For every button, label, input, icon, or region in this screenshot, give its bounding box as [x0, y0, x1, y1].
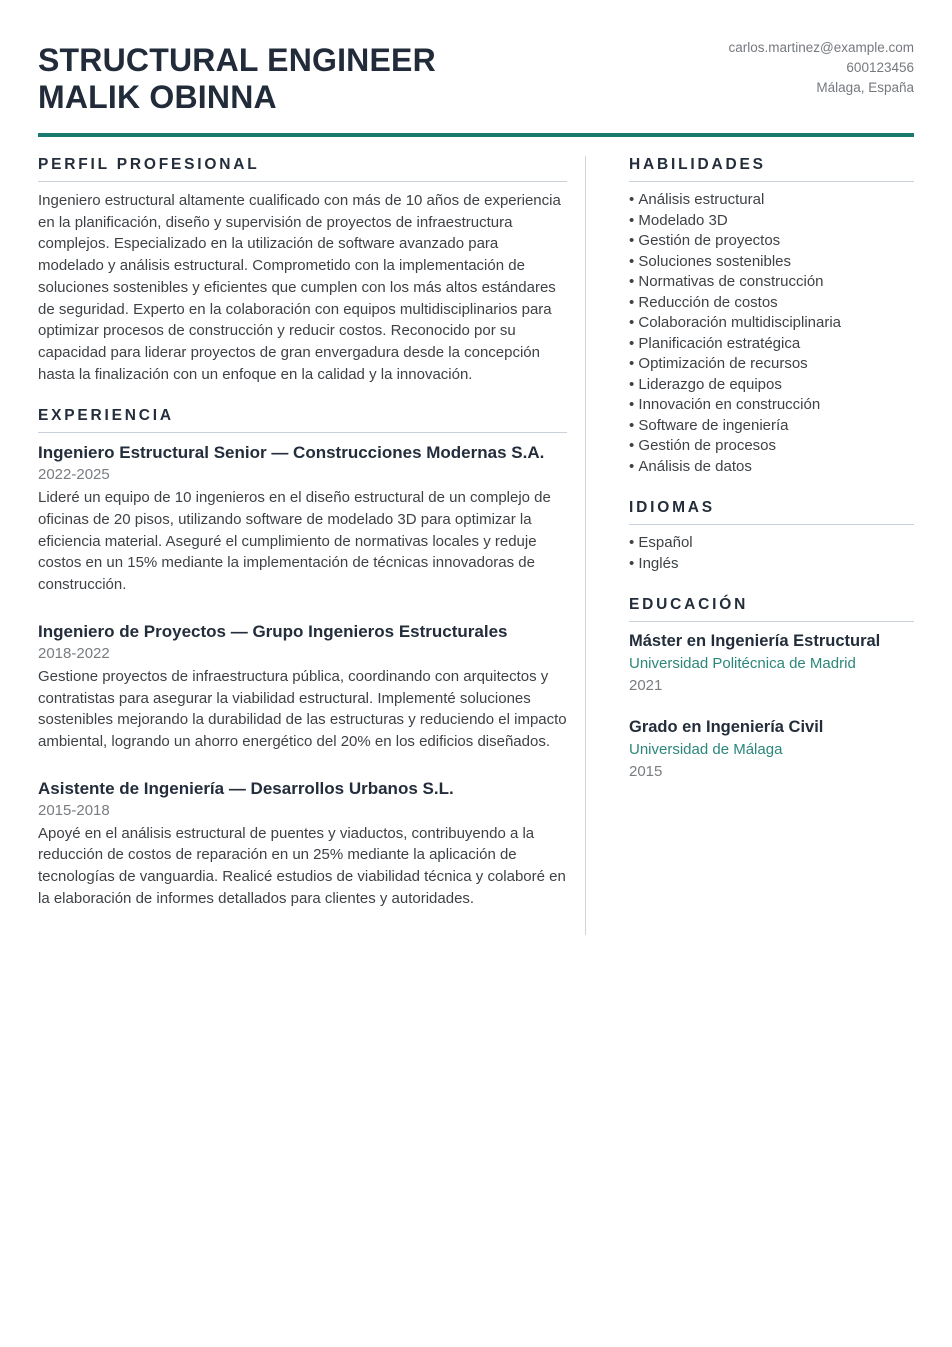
job-title: Ingeniero Estructural Senior — Construcciones Modernas S.A. — [38, 443, 545, 463]
education-school: Universidad Politécnica de Madrid — [629, 655, 856, 672]
job-dates: 2018-2022 — [38, 644, 110, 662]
skill-item: • Reducción de costos — [629, 293, 914, 314]
skill-item: • Liderazgo de equipos — [629, 375, 914, 396]
job-entry — [38, 621, 567, 753]
job-dates: 2015-2018 — [38, 801, 110, 819]
education-entry — [629, 631, 914, 696]
skill-item: • Optimización de recursos — [629, 354, 914, 375]
skill-item: • Análisis estructural — [629, 190, 914, 211]
section-languages — [629, 499, 914, 574]
job-description: Apoyé en el análisis estructural de puentes y viaductos, contribuyendo a la reducción de costos de reparación en un 25% mediante la aplicación de tecnologías de vanguardia. Realicé estudios de viabilidad técnica y colaboré en la elaboración de informes detallados para clientes y autoridades. — [38, 824, 566, 907]
languages-heading: IDIOMAS — [629, 499, 914, 525]
contact-info — [728, 36, 914, 98]
section-experience — [38, 407, 567, 909]
skill-item: • Normativas de construcción — [629, 272, 914, 293]
education-degree: Grado en Ingeniería Civil — [629, 718, 824, 736]
page-title — [38, 36, 436, 116]
skill-item: • Modelado 3D — [629, 211, 914, 232]
content-columns — [38, 156, 914, 935]
education-year: 2015 — [629, 763, 663, 780]
job-description: Lideré un equipo de 10 ingenieros en el diseño estructural de un complejo de oficinas de 20 pisos, utilizando software de modelado 3D para optimizar la eficiencia material. Aseguré el cumplimiento de normativas locales y reduje costos en un 15% mediante la implementación de técnicas innovadoras de construcción. — [38, 489, 551, 594]
skill-item: • Gestión de proyectos — [629, 231, 914, 252]
skill-item: • Planificación estratégica — [629, 334, 914, 355]
job-title: Asistente de Ingeniería — Desarrollos Urbanos S.L. — [38, 778, 454, 798]
languages-list — [629, 533, 914, 574]
skill-item: • Colaboración multidisciplinaria — [629, 313, 914, 334]
section-profile — [38, 156, 567, 385]
job-dates: 2022-2025 — [38, 466, 110, 484]
title-line-role: STRUCTURAL ENGINEER — [38, 42, 436, 78]
experience-heading: EXPERIENCIA — [38, 407, 567, 433]
education-entry — [629, 717, 914, 782]
left-column — [38, 156, 567, 935]
skills-list — [629, 190, 914, 477]
skills-heading: HABILIDADES — [629, 156, 914, 182]
column-divider — [585, 156, 586, 935]
education-heading: EDUCACIÓN — [629, 596, 914, 622]
profile-text: Ingeniero estructural altamente cualificado con más de 10 años de experiencia en la planificación, diseño y supervisión de proyectos de infraestructura complejos. Especializado en la utilización de software avanzado para modelado y análisis estructural. Comprometido con la implementación de soluciones sostenibles y eficientes que cumplen con los más altos estándares de seguridad. Experto en la colaboración con equipos multidisciplinarios para optimizar procesos de construcción y reducir costos. Reconocido por su capacidad para liderar proyectos de gran envergadura desde la concepción hasta la finalización con un enfoque en la calidad y la innovación. — [38, 192, 561, 383]
skill-item: • Gestión de procesos — [629, 436, 914, 457]
education-degree: Máster en Ingeniería Estructural — [629, 632, 881, 650]
profile-heading: PERFIL PROFESIONAL — [38, 156, 567, 182]
job-entry — [38, 778, 567, 910]
education-school: Universidad de Málaga — [629, 741, 783, 758]
contact-email: carlos.martinez@example.com — [728, 40, 914, 55]
job-title: Ingeniero de Proyectos — Grupo Ingenieros Estructurales — [38, 621, 508, 641]
education-year: 2021 — [629, 677, 663, 694]
skill-item: • Análisis de datos — [629, 457, 914, 478]
skill-item: • Innovación en construcción — [629, 395, 914, 416]
skill-item: • Software de ingeniería — [629, 416, 914, 437]
language-item: • Inglés — [629, 554, 914, 575]
right-column — [629, 156, 914, 935]
contact-phone: 600123456 — [846, 60, 914, 75]
language-item: • Español — [629, 533, 914, 554]
skill-item: • Soluciones sostenibles — [629, 252, 914, 273]
title-line-name: MALIK OBINNA — [38, 79, 277, 115]
job-description: Gestione proyectos de infraestructura pública, coordinando con arquitectos y contratistas para asegurar la viabilidad estructural. Implementé soluciones sostenibles mejorando la durabilidad de las estructuras y reduciendo el impacto ambiental, logrando un ahorro energético del 20% en los edificios diseñados. — [38, 667, 567, 750]
section-education — [629, 596, 914, 782]
contact-location: Málaga, España — [816, 80, 914, 95]
header — [38, 36, 914, 116]
header-accent-rule — [38, 133, 914, 137]
job-entry — [38, 442, 567, 596]
section-skills — [629, 156, 914, 477]
